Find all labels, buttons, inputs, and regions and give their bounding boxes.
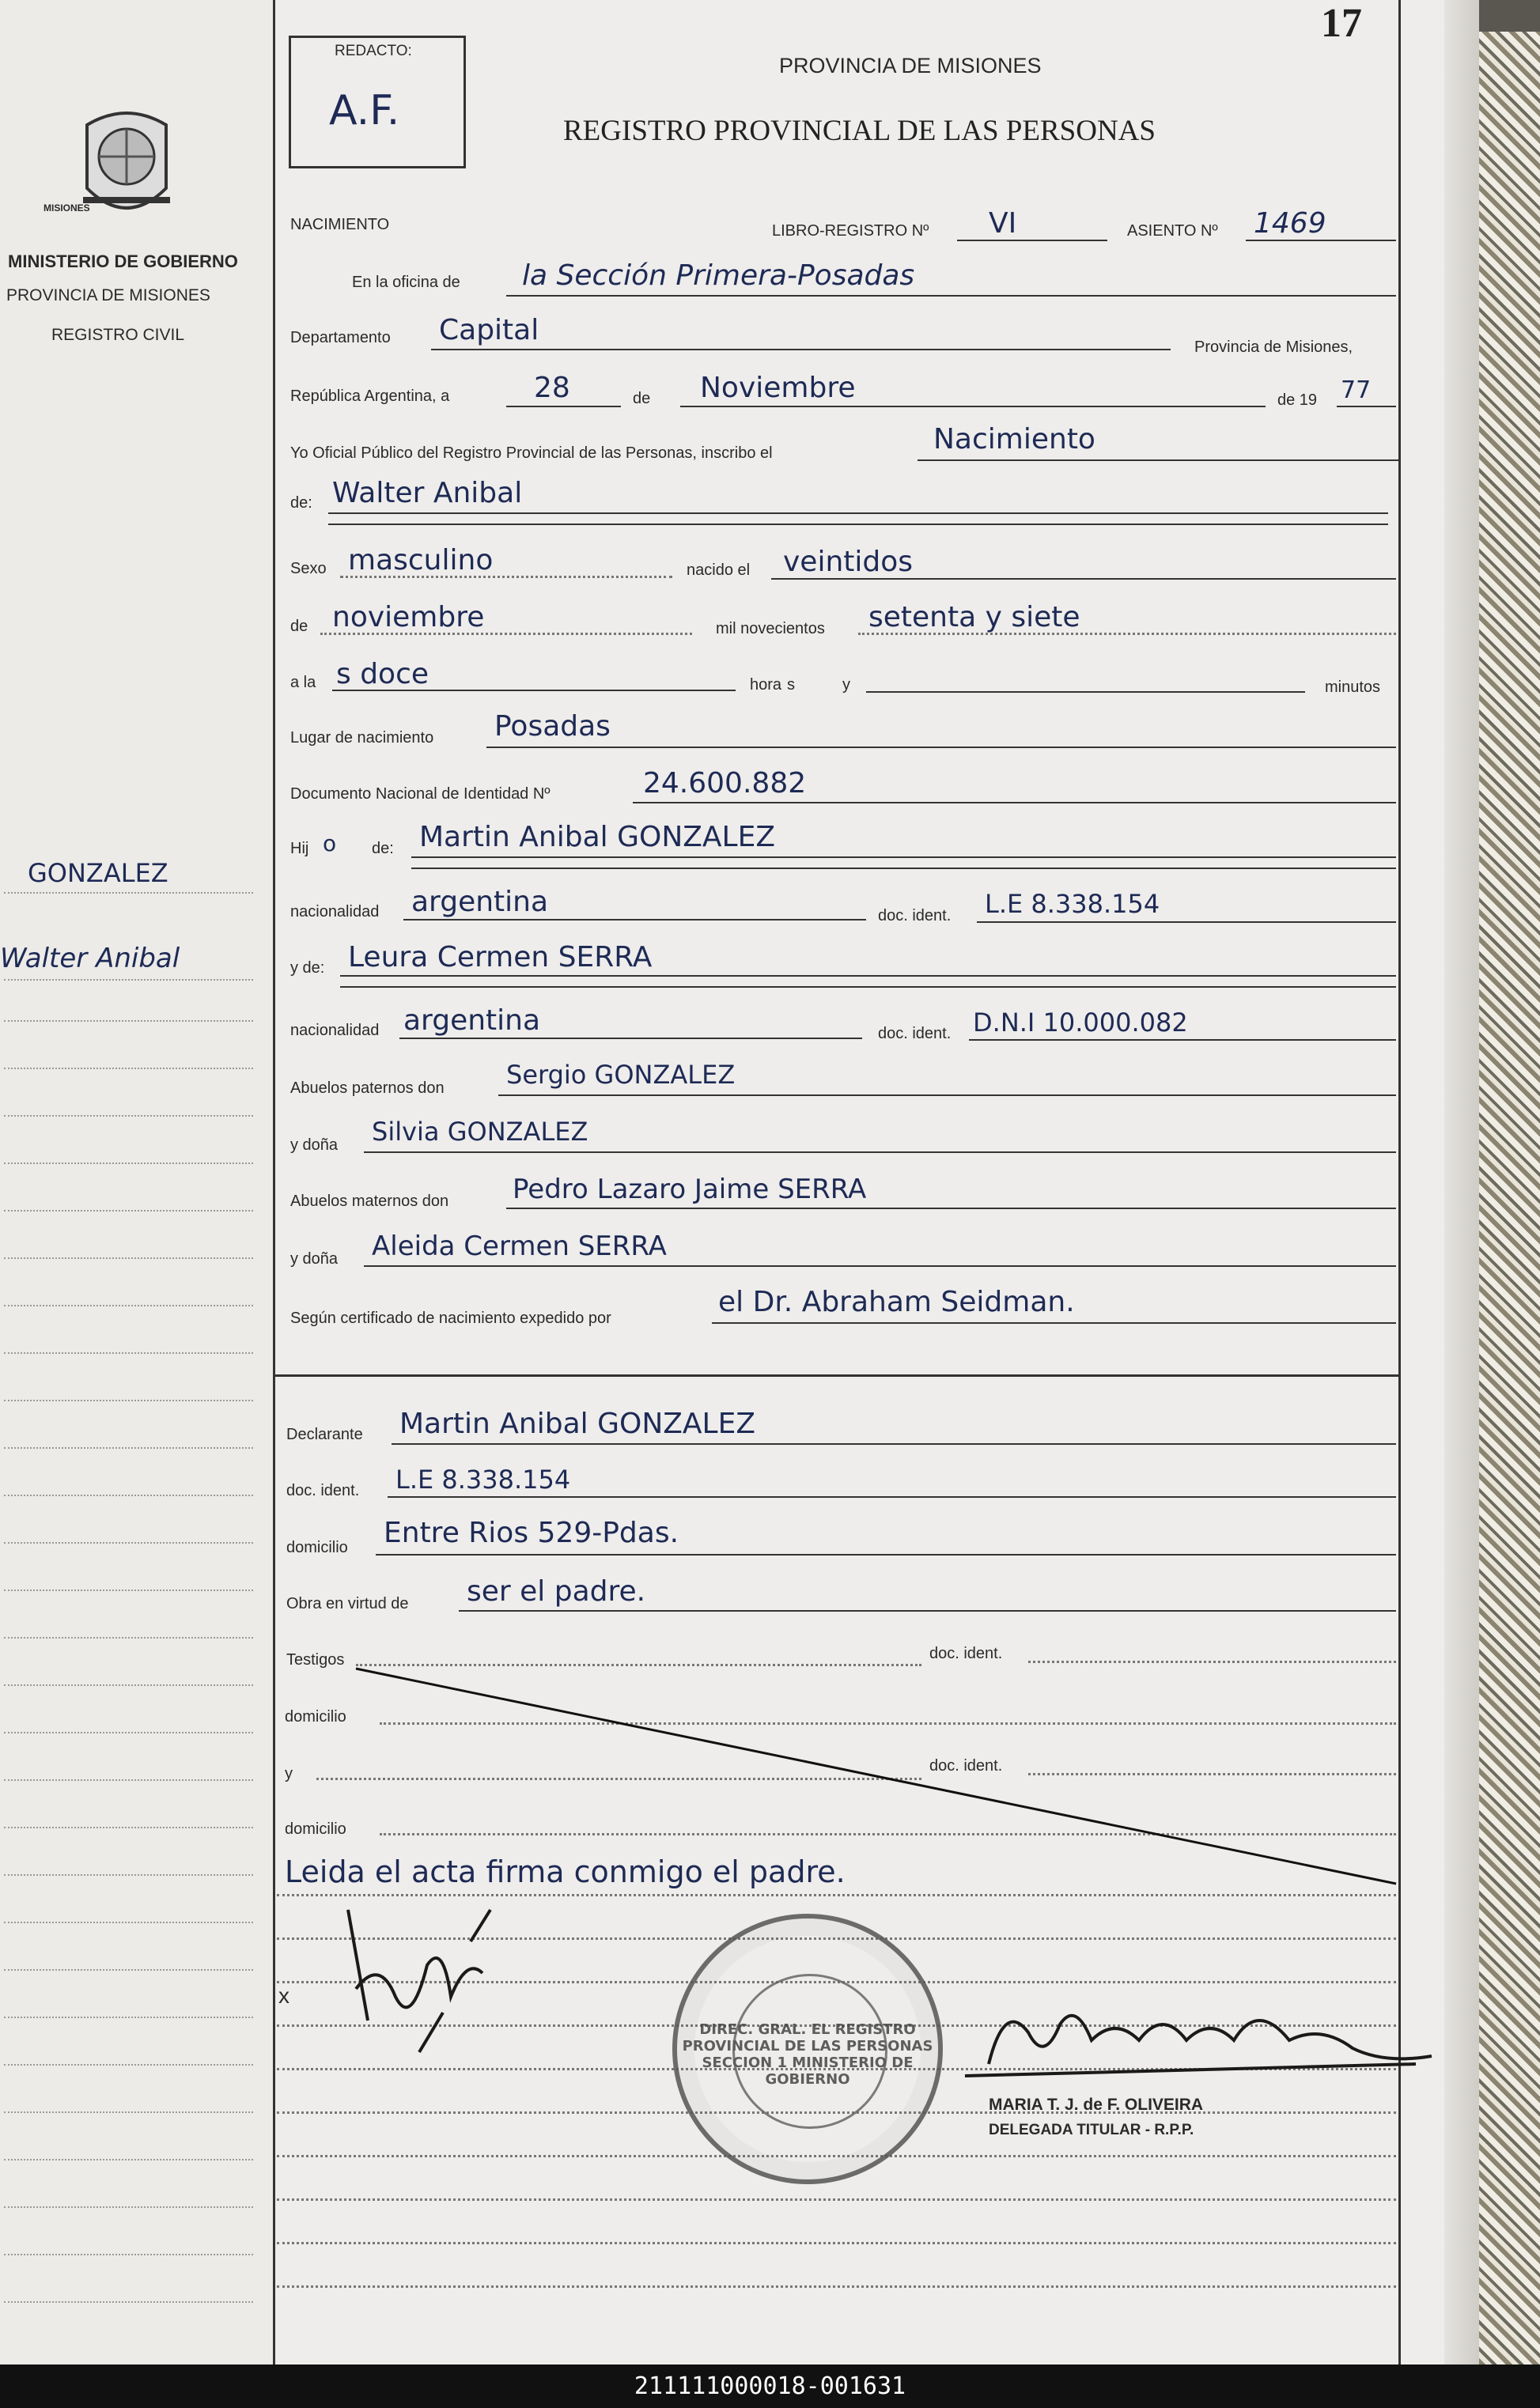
image-caption: 211111000018-001631 — [0, 2365, 1540, 2408]
margin-line-2 — [4, 979, 253, 981]
margin-line-29 — [4, 2254, 253, 2255]
page-edge — [1444, 0, 1479, 2365]
margin-line-8 — [4, 1257, 253, 1259]
ddoc-label: doc. ident. — [286, 1482, 360, 1499]
wdoc2-label: doc. ident. — [929, 1757, 1003, 1775]
office-field-label: En la oficina de — [352, 274, 460, 291]
doc2-line — [969, 1039, 1396, 1041]
ddom-value: Entre Rios 529-Pdas. — [384, 1517, 679, 1549]
sex-value: masculino — [348, 544, 494, 576]
registry-seal — [672, 1914, 943, 2184]
seal-text: DIREC. GRAL. EL REGISTRO PROVINCIAL DE LAS PERSONAS SECCION 1 MINISTERIO DE GOBIERNO — [682, 2021, 933, 2088]
country-label: República Argentina, a — [290, 387, 450, 405]
entry-label: ASIENTO Nº — [1127, 222, 1218, 240]
office-field-value: la Sección Primera-Posadas — [522, 259, 915, 292]
mother-value: Leura Cermen SERRA — [348, 941, 653, 973]
born-value: veintidos — [783, 546, 914, 578]
sex-dots — [340, 576, 672, 578]
born-month: noviembre — [332, 601, 485, 633]
dept-value: Capital — [439, 314, 539, 346]
day-value: 28 — [534, 372, 570, 404]
crest-label: MISIONES — [44, 202, 90, 214]
de-name-value: Walter Anibal — [332, 477, 523, 509]
day-line — [506, 406, 621, 407]
pgp-value: Sergio GONZALEZ — [506, 1060, 736, 1090]
margin-line-10 — [4, 1352, 253, 1354]
official-value: Nacimiento — [933, 423, 1095, 456]
margin-line-30 — [4, 2301, 253, 2303]
year-value: 77 — [1341, 376, 1372, 404]
de-name-label: de: — [290, 494, 312, 512]
virtue-label: Obra en virtud de — [286, 1595, 409, 1612]
dni-value: 24.600.882 — [643, 767, 807, 800]
born-line — [771, 578, 1396, 580]
ministry-label: MINISTERIO DE GOBIERNO — [8, 251, 238, 271]
header-registry: REGISTRO PROVINCIAL DE LAS PERSONAS — [563, 115, 1156, 147]
redacto-value: A.F. — [329, 87, 400, 134]
official-line — [918, 459, 1400, 461]
y-label: y — [842, 676, 850, 694]
nat1-label: nacionalidad — [290, 903, 380, 920]
mgp-label: Abuelos maternos don — [290, 1193, 449, 1210]
mother-label: y de: — [290, 959, 325, 977]
redacto-label: REDACTO: — [335, 43, 412, 59]
margin-line-11 — [4, 1400, 253, 1401]
mgm-line — [364, 1265, 1396, 1267]
born-label: nacido el — [687, 561, 751, 579]
place-line — [486, 747, 1396, 748]
hour-value: s doce — [336, 658, 429, 690]
cert-label: Según certificado de nacimiento expedido por — [290, 1310, 611, 1327]
lower-line-8 — [277, 2198, 1396, 2201]
thousand-label: mil novecientos — [716, 620, 825, 637]
sex-label: Sexo — [290, 560, 327, 577]
margin-line-20 — [4, 1827, 253, 1828]
father-line-2 — [411, 868, 1396, 869]
virtue-line — [459, 1610, 1396, 1612]
doc2-value: D.N.I 10.000.082 — [973, 1007, 1188, 1038]
name-line-1 — [328, 512, 1388, 514]
lower-line-10 — [277, 2285, 1396, 2288]
born-year: setenta y siete — [868, 601, 1080, 633]
province-label: PROVINCIA DE MISIONES — [6, 286, 210, 304]
book-label: LIBRO-REGISTRO Nº — [772, 222, 929, 240]
ddom-label: domicilio — [286, 1539, 348, 1556]
dni-line — [633, 802, 1396, 803]
mgm-value: Aleida Cermen SERRA — [372, 1230, 667, 1262]
doc1-line — [977, 921, 1396, 923]
minutes-label: minutos — [1325, 679, 1381, 696]
page-number: 17 — [1321, 1, 1362, 46]
pgp-line — [498, 1094, 1396, 1096]
officer-title: DELEGADA TITULAR - R.P.P. — [989, 2122, 1194, 2138]
officer-signature — [957, 1985, 1447, 2096]
margin-line-1 — [4, 892, 253, 894]
margin-line-5 — [4, 1115, 253, 1117]
mother-line-2 — [340, 986, 1396, 988]
born-year-dots — [858, 633, 1396, 635]
margin-line-7 — [4, 1210, 253, 1212]
month-line — [680, 406, 1266, 407]
office-line — [506, 295, 1396, 297]
wdoc1-label: doc. ident. — [929, 1645, 1003, 1662]
ddoc-value: L.E 8.338.154 — [395, 1465, 571, 1495]
de-label-2: de — [290, 618, 308, 635]
father-line-1 — [411, 856, 1396, 858]
margin-line-25 — [4, 2064, 253, 2066]
at-label: a la — [290, 674, 316, 691]
nat2-line — [399, 1038, 862, 1039]
left-margin — [0, 0, 275, 2365]
born-month-dots — [320, 633, 692, 635]
entry-line — [1246, 240, 1396, 241]
place-label: Lugar de nacimiento — [290, 729, 434, 747]
margin-surname: GONZALEZ — [28, 858, 168, 888]
name-line-2 — [328, 524, 1388, 525]
margin-line-21 — [4, 1874, 253, 1876]
margin-line-4 — [4, 1068, 253, 1069]
month-value: Noviembre — [700, 372, 856, 404]
pgm-line — [364, 1151, 1396, 1153]
margin-line-23 — [4, 1969, 253, 1971]
pgm-value: Silvia GONZALEZ — [372, 1117, 588, 1147]
hours-label: hora — [750, 676, 782, 694]
ddom-line — [376, 1554, 1396, 1556]
doc2-label: doc. ident. — [878, 1025, 952, 1042]
type-label: NACIMIENTO — [290, 216, 390, 233]
hour-line — [332, 690, 736, 691]
nat2-label: nacionalidad — [290, 1022, 380, 1039]
margin-line-17 — [4, 1684, 253, 1686]
margin-line-28 — [4, 2206, 253, 2208]
father-value: Martin Anibal GONZALEZ — [419, 821, 776, 853]
declarant-signature — [332, 1894, 538, 2060]
witness-label: Testigos — [286, 1651, 345, 1669]
margin-line-14 — [4, 1542, 253, 1544]
margin-line-16 — [4, 1637, 253, 1639]
ddoc-line — [388, 1496, 1396, 1498]
dni-label: Documento Nacional de Identidad Nº — [290, 785, 551, 803]
margin-line-19 — [4, 1779, 253, 1781]
book-line — [957, 240, 1107, 241]
margin-line-13 — [4, 1495, 253, 1496]
redacto-box — [289, 36, 466, 168]
margin-line-9 — [4, 1305, 253, 1306]
margin-line-6 — [4, 1162, 253, 1164]
margin-given-names: Walter Anibal — [0, 943, 180, 974]
office-label: REGISTRO CIVIL — [51, 326, 185, 344]
margin-line-22 — [4, 1922, 253, 1923]
declarant-value: Martin Anibal GONZALEZ — [399, 1408, 756, 1440]
margin-line-15 — [4, 1590, 253, 1591]
hours-suffix: s — [787, 676, 795, 694]
doc1-value: L.E 8.338.154 — [985, 889, 1160, 919]
decorative-border — [1479, 32, 1540, 2365]
declarant-label: Declarante — [286, 1426, 363, 1443]
wy-label: y — [285, 1765, 293, 1782]
closing-text: Leida el acta firma conmigo el padre. — [285, 1854, 846, 1889]
entry-value: 1469 — [1254, 207, 1326, 240]
nat2-value: argentina — [403, 1004, 541, 1037]
header-province: PROVINCIA DE MISIONES — [779, 54, 1042, 77]
nat1-line — [403, 919, 866, 920]
dept-line — [431, 349, 1171, 350]
margin-line-26 — [4, 2111, 253, 2113]
cert-line — [712, 1322, 1396, 1324]
wdom2-label: domicilio — [285, 1820, 346, 1838]
wdom1-label: domicilio — [285, 1708, 346, 1726]
book-value: VI — [989, 207, 1017, 240]
pgm-label: y doña — [290, 1136, 339, 1154]
margin-line-18 — [4, 1732, 253, 1733]
of-label: de: — [372, 840, 394, 857]
de-label-1: de — [633, 390, 651, 407]
signature-mark: x — [278, 1983, 289, 2008]
doc1-label: doc. ident. — [878, 907, 952, 924]
officer-name: MARIA T. J. de F. OLIVEIRA — [989, 2096, 1204, 2114]
year-prefix: de 19 — [1277, 391, 1318, 409]
margin-line-12 — [4, 1447, 253, 1449]
mother-line-1 — [340, 975, 1396, 977]
cert-value: el Dr. Abraham Seidman. — [718, 1286, 1075, 1318]
year-line — [1337, 406, 1396, 407]
margin-line-24 — [4, 2017, 253, 2018]
place-value: Posadas — [494, 710, 611, 743]
minutes-line — [866, 691, 1305, 693]
virtue-value: ser el padre. — [467, 1575, 646, 1608]
margin-line-27 — [4, 2159, 253, 2160]
margin-line-3 — [4, 1020, 253, 1022]
dept-label: Departamento — [290, 329, 391, 346]
pgp-label: Abuelos paternos don — [290, 1079, 445, 1097]
official-label: Yo Oficial Público del Registro Provincial de las Personas, inscribo el — [290, 444, 773, 462]
mgp-line — [506, 1208, 1396, 1209]
child-suffix: o — [323, 830, 337, 856]
lower-line-9 — [277, 2242, 1396, 2244]
mgm-label: y doña — [290, 1250, 339, 1268]
child-label: Hij — [290, 840, 309, 857]
nat1-value: argentina — [411, 886, 549, 918]
section-divider — [273, 1374, 1400, 1377]
declarant-line — [392, 1443, 1396, 1445]
mgp-value: Pedro Lazaro Jaime SERRA — [513, 1174, 867, 1205]
province-suffix: Provincia de Misiones, — [1194, 338, 1353, 356]
